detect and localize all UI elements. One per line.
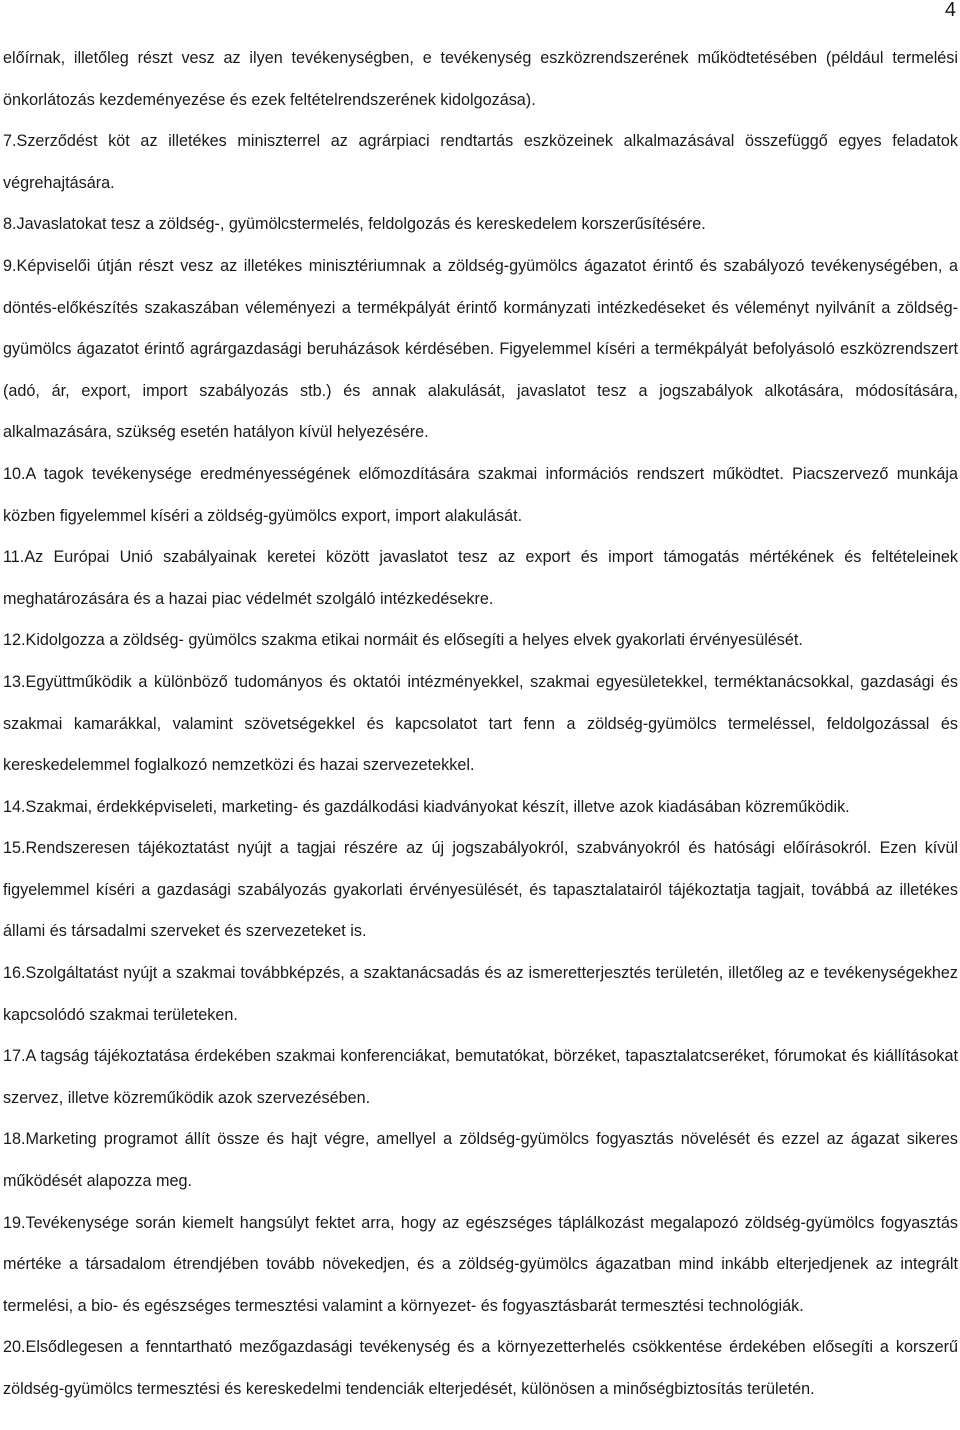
paragraph-number: 9. xyxy=(3,256,17,275)
paragraph-number: 12. xyxy=(3,631,26,650)
paragraph-number: 16. xyxy=(3,964,26,983)
paragraph-text: Szolgáltatást nyújt a szakmai továbbképzés, a szaktanácsadás és az ismeretterjesztés területén, illetőleg az e tevékenységekhez kapcsolódó szakmai területeken. xyxy=(3,964,958,1024)
paragraph-number: 7. xyxy=(3,132,17,151)
paragraph-text: Tevékenysége során kiemelt hangsúlyt fektet arra, hogy az egészséges táplálkozást megalapozó zöldség-gyümölcs fogyasztás mértéke a társadalom étrendjében tovább növekedjen, és a zöldség-gyümölcs ágazatban mind inkább elterjedjenek az integrált termelési, a bio- és egészséges termesztési valamint a környezet- és fogyasztásbarát termesztési technológiák. xyxy=(3,1213,958,1315)
document-body xyxy=(3,38,958,1411)
paragraph-number: 14. xyxy=(3,797,26,816)
paragraph-text: Szerződést köt az illetékes miniszterrel az agrárpiaci rendtartás eszközeinek alkalmazásával összefüggő egyes feladatok végrehajtására. xyxy=(3,132,958,192)
paragraph-15 xyxy=(3,828,958,953)
paragraph-number: 11. xyxy=(3,548,25,567)
paragraph-number: 13. xyxy=(3,672,26,691)
paragraph-text: A tagok tevékenysége eredményességének előmozdítására szakmai információs rendszert működtet. Piacszervező munkája közben figyelemmel kíséri a zöldség-gyümölcs export, import alakulását. xyxy=(3,464,958,525)
paragraph-text: Az Európai Unió szabályainak keretei között javaslatot tesz az export és import támogatás mértékének és feltételeinek meghatározására és a hazai piac védelmét szolgáló intézkedésekre. xyxy=(3,548,958,608)
paragraph-14 xyxy=(3,787,958,829)
paragraph-number: 18. xyxy=(3,1130,26,1149)
paragraph-text: Rendszeresen tájékoztatást nyújt a tagjai részére az új jogszabályokról, szabványokról és hatósági előírásokról. Ezen kívül figyelemmel kíséri a gazdasági szabályozás gyakorlati érvényesülését, és tapasztalatairól tájékoztatja tagjait, továbbá az illetékes állami és társadalmi szerveket és szervezeteket is. xyxy=(3,839,958,941)
paragraph-number: 15. xyxy=(3,839,26,858)
paragraph-text: Marketing programot állít össze és hajt végre, amellyel a zöldség-gyümölcs fogyasztás növelését és ezzel az ágazat sikeres működését alapozza meg. xyxy=(3,1130,958,1191)
paragraph-12 xyxy=(3,620,958,662)
paragraph-number: 10. xyxy=(3,464,26,483)
paragraph-16 xyxy=(3,953,958,1036)
paragraph-number: 20. xyxy=(3,1338,26,1357)
paragraph-number: 17. xyxy=(3,1047,26,1066)
paragraph-text: Kidolgozza a zöldség- gyümölcs szakma etikai normáit és elősegíti a helyes elvek gyakorlati érvényesülését. xyxy=(25,631,803,650)
paragraph-text: Képviselői útján részt vesz az illetékes minisztériumnak a zöldség-gyümölcs ágazatot érintő és szabályozó tevékenységében, a döntés-előkészítés szakaszában véleményezi a termékpályát érintő kormányzati intézkedéseket és véleményt nyilvánít a zöldség-gyümölcs ágazatot érintő agrárgazdasági beruházások kérdésében. Figyelemmel kíséri a termékpályát befolyásoló eszközrendszert (adó, ár, export, import szabályozás stb.) és annak alakulását, javaslatot tesz a jogszabályok alkotására, módosítására, alkalmazására, szükség esetén hatályon kívül helyezésére. xyxy=(3,256,958,442)
paragraph-text: Együttműködik a különböző tudományos és oktatói intézményekkel, szakmai egyesületekkel, terméktanácsokkal, gazdasági és szakmai kamarákkal, valamint szövetségekkel és kapcsolatot tart fenn a zöldség-gyümölcs termeléssel, feldolgozással és kereskedelemmel foglalkozó nemzetközi és hazai szervezetekkel. xyxy=(3,672,958,775)
paragraph-text: Javaslatokat tesz a zöldség-, gyümölcstermelés, feldolgozás és kereskedelem korszerűsítésére. xyxy=(16,215,706,234)
paragraph-17 xyxy=(3,1036,958,1119)
page-number: 4 xyxy=(944,0,956,21)
paragraph-text: A tagság tájékoztatása érdekében szakmai konferenciákat, bemutatókat, börzéket, tapasztalatcseréket, fórumokat és kiállításokat szervez, illetve közreműködik azok szervezésében. xyxy=(3,1047,958,1107)
paragraph-number: 8. xyxy=(3,215,17,234)
paragraph-18 xyxy=(3,1119,958,1202)
paragraph-continued xyxy=(3,38,958,121)
paragraph-7 xyxy=(3,121,958,204)
paragraph-text: előírnak, illetőleg részt vesz az ilyen tevékenységben, e tevékenység eszközrendszerének működtetésében (például termelési önkorlátozás kezdeményezése és ezek feltételrendszerének kidolgozása). xyxy=(3,49,958,109)
paragraph-13 xyxy=(3,662,958,787)
paragraph-text: Elsődlegesen a fenntartható mezőgazdasági tevékenység és a környezetterhelés csökkentése érdekében elősegíti a korszerű zöldség-gyümölcs termesztési és kereskedelmi tendenciák elterjedését, különösen a minőségbiztosítás területén. xyxy=(3,1338,958,1398)
paragraph-11 xyxy=(3,537,958,620)
paragraph-19 xyxy=(3,1203,958,1328)
paragraph-20 xyxy=(3,1327,958,1410)
paragraph-10 xyxy=(3,454,958,537)
paragraph-8 xyxy=(3,204,958,246)
paragraph-number: 19. xyxy=(3,1213,26,1232)
paragraph-9 xyxy=(3,246,958,454)
paragraph-text: Szakmai, érdekképviseleti, marketing- és gazdálkodási kiadványokat készít, illetve azok kiadásában közreműködik. xyxy=(25,797,850,816)
